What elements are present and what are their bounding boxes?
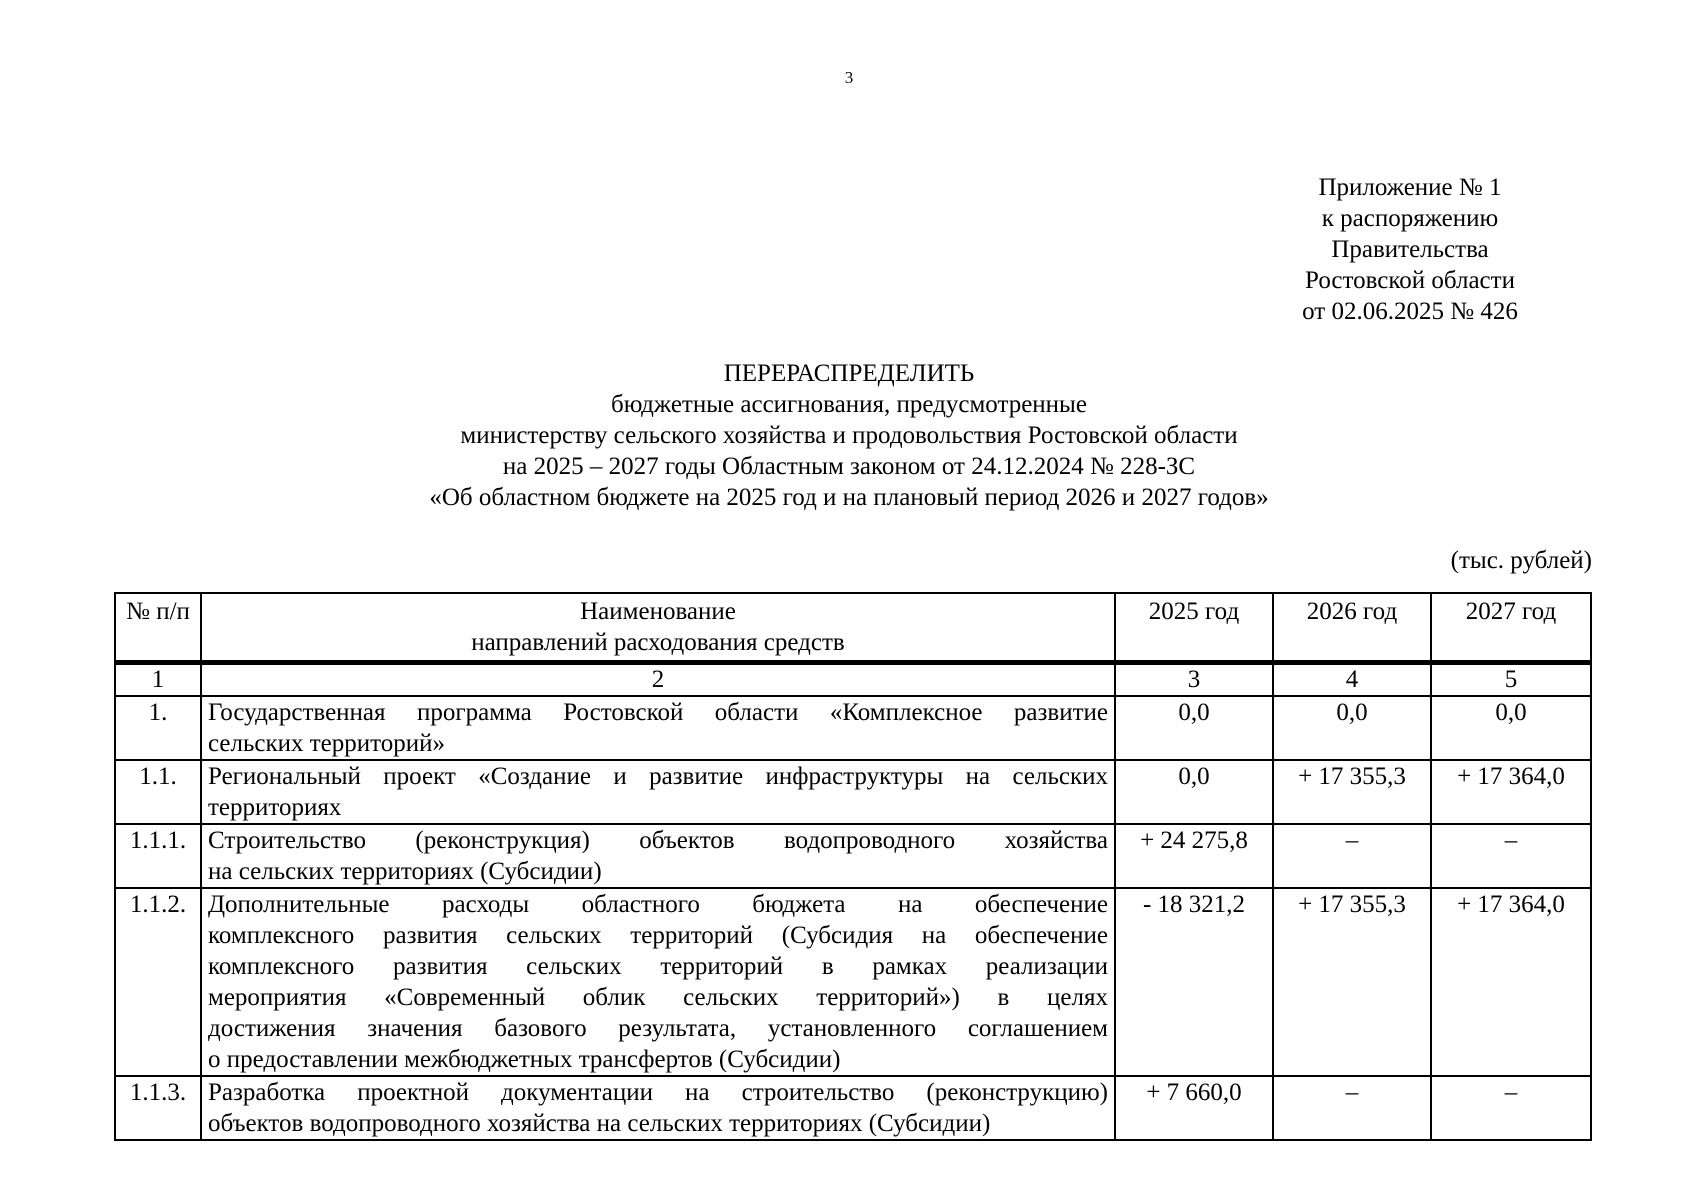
row-name-line: мероприятия «Современный облик сельских территорий») в целях bbox=[208, 984, 1108, 1011]
row-value-2027: – bbox=[1431, 1076, 1591, 1140]
row-name-line: на сельских территориях (Субсидии) bbox=[208, 858, 602, 885]
row-value-2027: 0,0 bbox=[1431, 696, 1591, 760]
row-value-2025: - 18 321,2 bbox=[1115, 888, 1273, 1076]
table-row bbox=[115, 696, 1591, 760]
heading-line: министерству сельского хозяйства и продовольствия Ростовской области bbox=[460, 422, 1238, 449]
row-value-2026: + 17 355,3 bbox=[1273, 888, 1431, 1076]
row-name bbox=[201, 696, 1115, 760]
table-row bbox=[115, 1076, 1591, 1140]
row-value-2025: 0,0 bbox=[1115, 760, 1273, 824]
heading-line: на 2025 – 2027 годы Областным законом от 24.12.2024 № 228-ЗС bbox=[502, 453, 1196, 480]
column-number: 3 bbox=[1115, 663, 1273, 697]
row-name-line: достижения значения базового результата, установленного соглашением bbox=[208, 1015, 1108, 1042]
budget-table bbox=[114, 592, 1592, 1141]
row-number: 1.1.1. bbox=[115, 824, 201, 888]
table-header-row bbox=[115, 593, 1591, 663]
appendix-line: от 02.06.2025 № 426 bbox=[1302, 298, 1518, 325]
header-name-line: направлений расходования средств bbox=[471, 629, 845, 656]
row-name-line: Разработка проектной документации на строительство (реконструкцию) bbox=[208, 1079, 1108, 1106]
row-number: 1.1.3. bbox=[115, 1076, 201, 1140]
row-number: 1.1. bbox=[115, 760, 201, 824]
column-number-row bbox=[115, 663, 1591, 697]
document-heading bbox=[0, 358, 1698, 513]
row-value-2025: 0,0 bbox=[1115, 696, 1273, 760]
row-name-line: территориях bbox=[208, 794, 342, 821]
appendix-line: Ростовской области bbox=[1305, 267, 1515, 294]
appendix-line: Правительства bbox=[1331, 236, 1489, 263]
row-value-2025: + 7 660,0 bbox=[1115, 1076, 1273, 1140]
row-name-line: объектов водопроводного хозяйства на сельских территориях (Субсидии) bbox=[208, 1110, 991, 1137]
row-value-2027: + 17 364,0 bbox=[1431, 760, 1591, 824]
row-name-line: Строительство (реконструкция) объектов водопроводного хозяйства bbox=[208, 827, 1108, 854]
column-number: 2 bbox=[201, 663, 1115, 697]
row-name bbox=[201, 888, 1115, 1076]
table-row bbox=[115, 824, 1591, 888]
header-name bbox=[201, 593, 1115, 663]
appendix-line: Приложение № 1 bbox=[1318, 174, 1502, 201]
column-number: 1 bbox=[115, 663, 201, 697]
heading-line: «Об областном бюджете на 2025 год и на плановый период 2026 и 2027 годов» bbox=[429, 484, 1269, 511]
row-value-2026: 0,0 bbox=[1273, 696, 1431, 760]
row-name-line: Региональный проект «Создание и развитие инфраструктуры на сельских bbox=[208, 763, 1108, 790]
column-number: 4 bbox=[1273, 663, 1431, 697]
row-name-line: сельских территорий» bbox=[208, 730, 445, 757]
row-name-line: Государственная программа Ростовской области «Комплексное развитие bbox=[208, 699, 1108, 726]
row-name bbox=[201, 1076, 1115, 1140]
row-name bbox=[201, 760, 1115, 824]
row-name-line: комплексного развития сельских территорий в рамках реализации bbox=[208, 953, 1108, 980]
row-value-2027: – bbox=[1431, 824, 1591, 888]
row-value-2026: – bbox=[1273, 824, 1431, 888]
table-row bbox=[115, 760, 1591, 824]
table-row bbox=[115, 888, 1591, 1076]
heading-line: бюджетные ассигнования, предусмотренные bbox=[611, 391, 1087, 418]
row-name-line: о предоставлении межбюджетных трансфертов (Субсидии) bbox=[208, 1046, 841, 1073]
header-name-line: Наименование bbox=[580, 598, 736, 625]
appendix-line: к распоряжению bbox=[1321, 205, 1499, 232]
document-title: ПЕРЕРАСПРЕДЕЛИТЬ bbox=[723, 360, 975, 387]
header-num: № п/п bbox=[115, 593, 201, 663]
row-name bbox=[201, 824, 1115, 888]
row-number: 1.1.2. bbox=[115, 888, 201, 1076]
page-number: 3 bbox=[844, 68, 854, 87]
header-2027: 2027 год bbox=[1431, 593, 1591, 663]
row-value-2026: – bbox=[1273, 1076, 1431, 1140]
row-number: 1. bbox=[115, 696, 201, 760]
header-2026: 2026 год bbox=[1273, 593, 1431, 663]
header-2025: 2025 год bbox=[1115, 593, 1273, 663]
appendix-block bbox=[1260, 172, 1560, 327]
row-value-2025: + 24 275,8 bbox=[1115, 824, 1273, 888]
units-label: (тыс. рублей) bbox=[1450, 547, 1592, 574]
column-number: 5 bbox=[1431, 663, 1591, 697]
row-name-line: Дополнительные расходы областного бюджета на обеспечение bbox=[208, 891, 1108, 918]
row-value-2026: + 17 355,3 bbox=[1273, 760, 1431, 824]
row-name-line: комплексного развития сельских территорий (Субсидия на обеспечение bbox=[208, 922, 1108, 949]
row-value-2027: + 17 364,0 bbox=[1431, 888, 1591, 1076]
